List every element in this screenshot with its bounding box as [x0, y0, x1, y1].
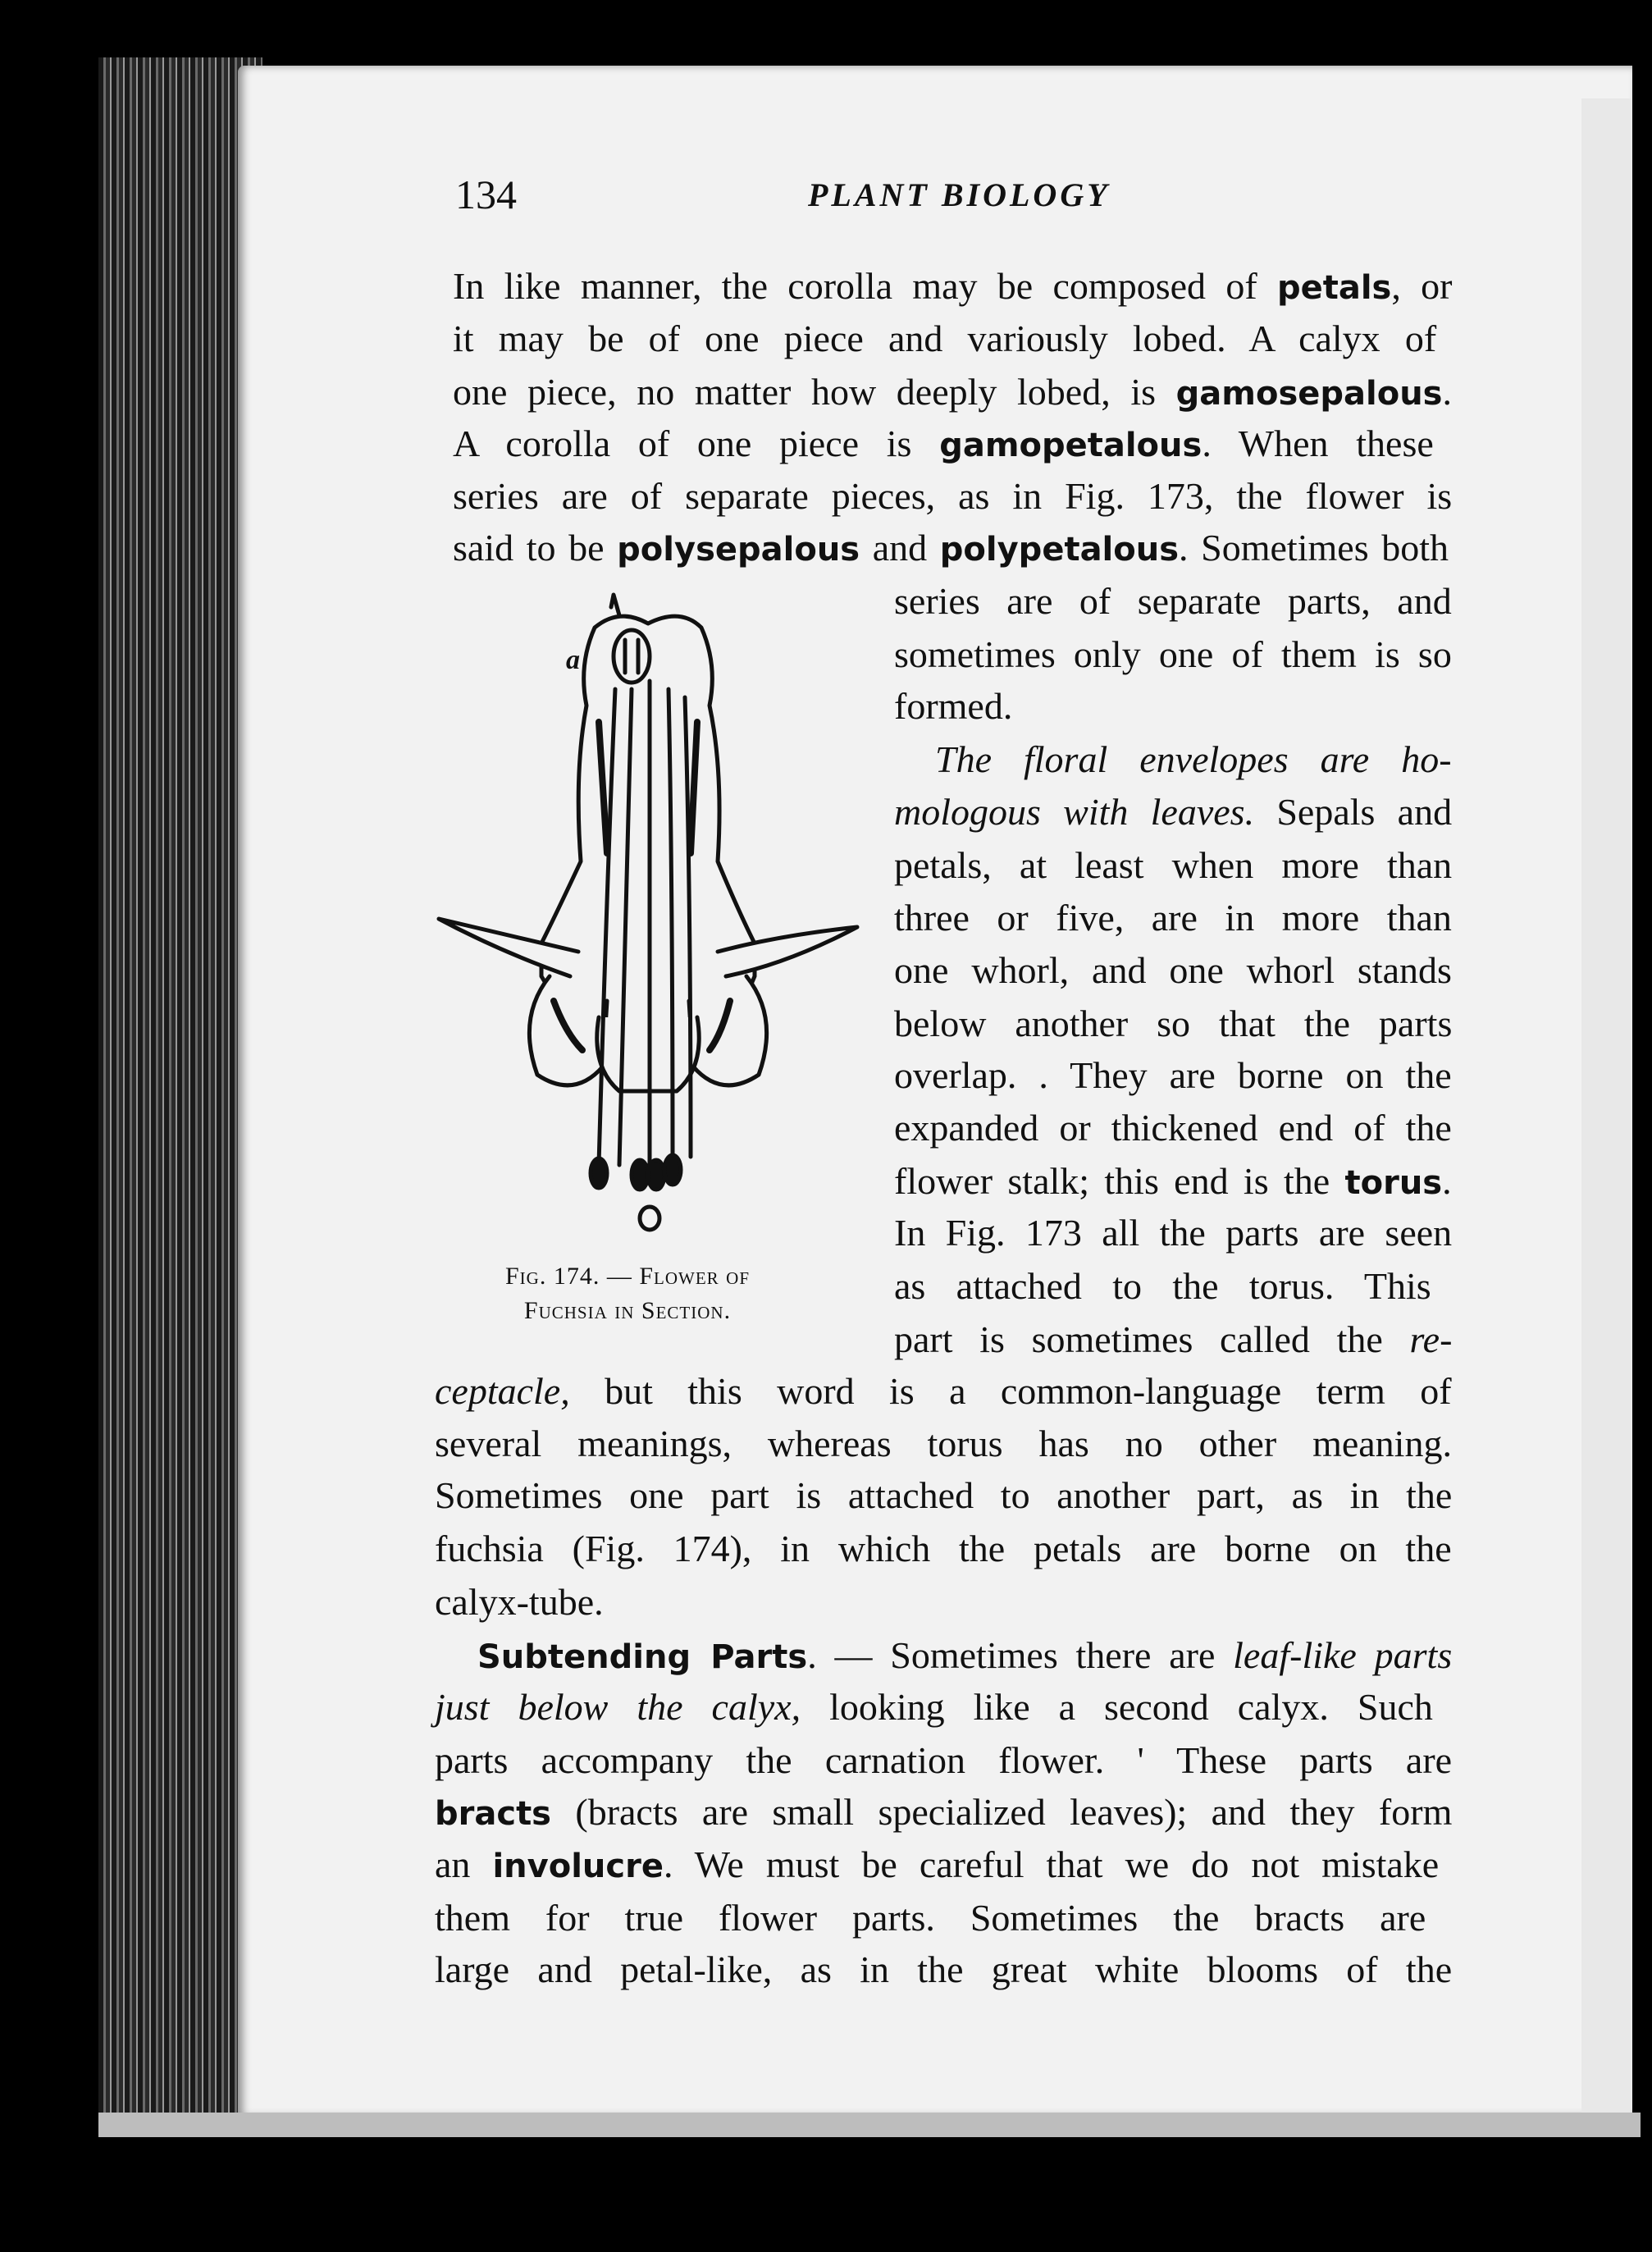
text-segment: gamosepalous	[1175, 375, 1443, 413]
text-segment: but this word is a common-language term of	[569, 1370, 1452, 1412]
figure-label-a: a	[566, 645, 580, 675]
text-line	[453, 317, 1437, 359]
text-line	[894, 1214, 1452, 1252]
text-segment: bracts	[435, 1795, 551, 1833]
text-line	[894, 1005, 1452, 1043]
page-header	[455, 171, 1481, 228]
text-segment: Sepals and	[1254, 791, 1453, 833]
text-segment: . Sometimes both	[1179, 527, 1449, 569]
text-segment: polysepalous	[617, 531, 860, 569]
text-line	[894, 1109, 1452, 1147]
fuchsia-flower-illustration	[435, 591, 861, 1247]
text-segment: (bracts are small specialized leaves); and they form	[551, 1791, 1453, 1833]
text-segment: one piece, no matter how deeply lobed, is	[453, 371, 1176, 413]
text-segment: ceptacle,	[435, 1370, 570, 1412]
text-segment: In like manner, the corolla may be composed of	[453, 265, 1277, 307]
text-segment: calyx-tube.	[435, 1581, 604, 1623]
text-segment: fuchsia (Fig. 174), in which the petals are borne on the	[435, 1528, 1452, 1569]
text-segment: and	[860, 527, 940, 569]
text-line	[435, 1739, 1453, 1781]
text-segment: below another so that the parts	[894, 1003, 1453, 1044]
text-segment: formed.	[894, 685, 1013, 727]
anther-top	[614, 630, 650, 683]
text-line	[894, 844, 1453, 886]
text-segment: overlap. . They are borne on the	[894, 1054, 1452, 1096]
text-segment: said to be	[453, 527, 618, 569]
text-segment: petals, at least when more than	[894, 844, 1453, 886]
text-segment: just below the calyx,	[435, 1686, 801, 1728]
text-line	[435, 1948, 1453, 1990]
text-line	[453, 425, 1434, 463]
text-line	[453, 267, 1452, 305]
text-segment: part is sometimes called the	[894, 1318, 1410, 1360]
text-line	[894, 949, 1452, 991]
page-number: 134	[455, 171, 517, 217]
text-segment: large and petal-like, as in the great white blooms of the	[435, 1948, 1453, 1990]
text-segment: flower stalk; this end is the	[894, 1160, 1345, 1202]
text-line	[894, 1318, 1453, 1360]
text-line	[453, 529, 1449, 567]
text-segment: Sometimes one part is attached to another part, as in the	[435, 1474, 1453, 1516]
anther	[648, 1160, 664, 1190]
page-bottom-edge	[98, 2113, 1641, 2137]
stigma-tip	[611, 595, 619, 615]
text-line	[453, 477, 1452, 515]
text-segment: several meanings, whereas torus has no other meaning.	[435, 1423, 1452, 1464]
text-line	[894, 633, 1452, 675]
text-segment: expanded or thickened end of the	[894, 1107, 1452, 1149]
text-line	[894, 687, 1012, 725]
text-segment: Subtending Parts	[477, 1638, 808, 1676]
text-segment: them for true flower parts. Sometimes the bracts are	[435, 1897, 1426, 1939]
text-segment: three or five, are in more than	[894, 897, 1452, 939]
text-segment: as attached to the torus. This	[894, 1265, 1431, 1307]
running-head: PLANT BIOLOGY	[808, 176, 1111, 213]
text-line	[435, 1474, 1453, 1516]
text-line	[435, 1843, 1440, 1885]
text-line	[894, 582, 1452, 620]
text-segment: leaf-like parts	[1233, 1634, 1453, 1676]
text-segment: , or	[1391, 265, 1453, 307]
text-segment: In Fig. 173 all the parts are seen	[894, 1212, 1453, 1254]
text-segment: . — Sometimes there are	[807, 1634, 1234, 1676]
text-segment: . When these	[1202, 423, 1434, 464]
text-segment: .	[1442, 1160, 1452, 1202]
text-segment: .	[1442, 371, 1452, 413]
text-segment: looking like a second calyx. Such	[801, 1686, 1433, 1728]
text-segment: gamopetalous	[939, 427, 1202, 464]
text-segment: re-	[1409, 1318, 1453, 1360]
anther	[591, 1158, 607, 1188]
text-line	[435, 1370, 1452, 1412]
text-line	[435, 1530, 1452, 1568]
text-line	[435, 1793, 1452, 1831]
text-segment: sometimes only one of them is so	[894, 633, 1452, 675]
text-line	[894, 899, 1452, 937]
text-line	[435, 1899, 1426, 1937]
caption-line: Fig. 174. — Flower of	[504, 1263, 751, 1290]
text-line	[435, 1425, 1452, 1463]
text-line	[935, 738, 1452, 780]
text-line	[435, 1583, 604, 1621]
text-line	[435, 1688, 1433, 1726]
anther	[664, 1155, 681, 1185]
text-segment: it may be of one piece and variously lobed. A calyx of	[453, 317, 1437, 359]
text-segment: mologous with leaves.	[894, 791, 1255, 833]
text-segment: one whorl, and one whorl stands	[894, 949, 1452, 991]
text-line	[453, 373, 1452, 411]
text-segment: involucre	[492, 1848, 664, 1885]
text-segment: The floral envelopes are ho-	[935, 738, 1452, 780]
text-segment: series are of separate pieces, as in Fig. 173, the flower is	[453, 475, 1453, 517]
text-segment: series are of separate parts, and	[894, 580, 1452, 622]
text-line	[477, 1634, 1453, 1676]
figure-caption	[427, 1259, 828, 1328]
facing-page-edge	[1581, 98, 1631, 2125]
caption-line: Fuchsia in Section.	[523, 1297, 732, 1324]
text-segment: polypetalous	[939, 531, 1180, 569]
text-segment: A corolla of one piece is	[453, 423, 940, 464]
text-segment: petals	[1276, 269, 1392, 307]
anther	[632, 1160, 648, 1190]
text-segment: parts accompany the carnation flower. ' These parts are	[435, 1739, 1453, 1781]
text-line	[894, 1265, 1431, 1307]
text-line	[894, 1054, 1452, 1096]
text-segment: an	[435, 1843, 493, 1885]
stigma	[640, 1207, 659, 1230]
text-line	[894, 793, 1452, 831]
text-segment: . We must be careful that we do not mistake	[663, 1843, 1440, 1885]
text-line	[894, 1160, 1452, 1202]
text-segment: torus	[1344, 1164, 1443, 1202]
